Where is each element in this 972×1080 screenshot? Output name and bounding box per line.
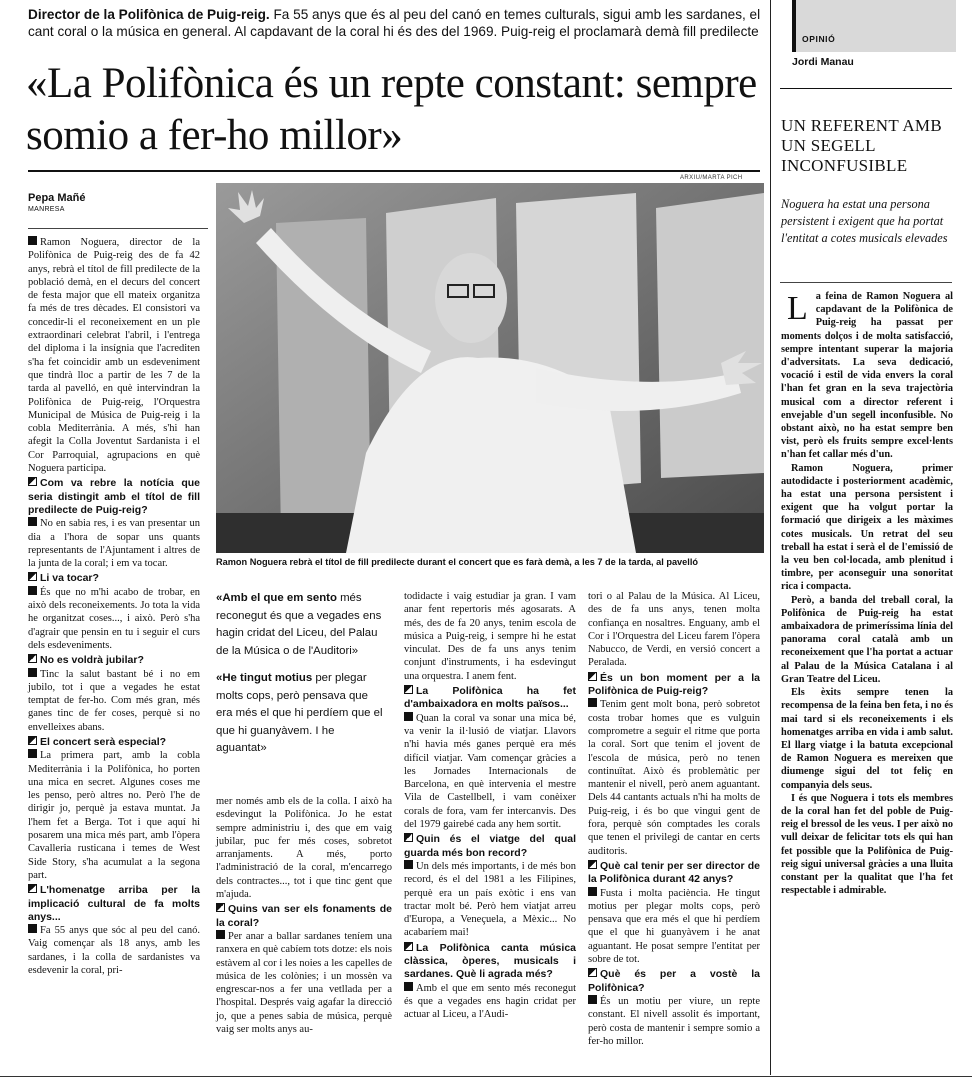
answer-bullet-icon: [28, 924, 37, 933]
opinion-subtitle-rule: [780, 282, 952, 283]
question-bullet-icon: [588, 968, 597, 977]
article-column-1: [28, 236, 200, 977]
answer: Un dels més importants, i de més bon record, és el del 1981 a les Filipines, perquè era un país exòtic i ens van tractar molt bé. Però hem viatjat arreu d'Europa, a Veneçuela, a Mèxic... No acabaríem mai!: [404, 860, 576, 939]
answer-bullet-icon: [404, 982, 413, 991]
intro-paragraph: Ramon Noguera, director de la Polifònica de Puig-reig des de fa 42 anys, rebrà el títol de fill predilecte de la població demà, en el decurs del concert de festa major que ell mateix organitza fa més de tres dècades. El consistori va concedir-li el reconeixement en un ple extraordinari celebrat l'abril, i l'entrega del diploma i la insígnia que l'acrediten s'ha fet coincidir amb un esdeveniment que tindrà lloc a partir de les 7 de la tarda al pavelló, en què intervindran la Polifònica de Puig-reig, l'Orquestra Municipal de Música de Puig-reig i la cobla Mediterrània. A més, s'hi han afegit la Colla Joventut Sardanista i el Cor Parroquial, agrupacions en què Noguera participa.: [28, 237, 200, 475]
lead-text: Fa 55 anys que és al peu del canó en temes culturals, sigui amb les sardanes, el cant coral o la música en general. Al capdavant de la coral hi és des del 1969. Puig-reig el proclamarà demà fill predilecte: [28, 7, 761, 39]
column-divider: [770, 0, 771, 1075]
answer-bullet-icon: [28, 668, 37, 677]
question: La Polifònica canta música clàssica, òperes, musicals i sardanes. Què li agrada més?: [404, 941, 576, 981]
opinion-label-box: [792, 0, 956, 52]
opinion-paragraph: Però, a banda del treball coral, la Polifònica de Puig-reig ha estat ambaixadora de primeríssima línia del panorama coral català amb un reconeixement que l'ha portat a actuar al Palau de la Música Catalana i al Gran Teatre del Liceu.: [781, 594, 953, 685]
opinion-body: [781, 290, 953, 897]
question: Què cal tenir per ser director de la Polifònica durant 42 anys?: [588, 859, 760, 886]
question: És un bon moment per a la Polifònica de Puig-reig?: [588, 671, 760, 698]
lead-strapline: [28, 6, 768, 40]
answer: Per anar a ballar sardanes teníem una ranxera en què cabíem tots dotze: els nois estàvem al cor i les noies a les capelles de música de les colònies; i un mossèn va engrescar-nos a fer una vetllada per a l'hospital. Després vaig agafar la direcció jo, que a penes sabia de música, perquè vaig ser molts anys au-: [216, 930, 392, 1036]
answer: No en sabia res, i es van presentar un dia a l'hora de sopar uns quants representants de l'Ajuntament i altres de la junta de la coral; i em va tocar.: [28, 518, 200, 570]
opinion-label: OPINIÓ: [802, 34, 836, 44]
answer: Amb el que em sento més reconegut és que a vegades ens hagin cridat per actuar al Liceu, a l'Audi-: [404, 982, 576, 1021]
question-bullet-icon: [404, 942, 413, 951]
author-place: MANRESA: [28, 206, 65, 213]
answer-bullet-icon: [588, 995, 597, 1004]
answer-bullet-icon: [28, 749, 37, 758]
question: Li va tocar?: [28, 572, 200, 585]
question: La Polifònica ha fet d'ambaixadora en molts països...: [404, 685, 576, 711]
paragraph: todidacte i vaig estudiar ja gran. I vam anar fent repertoris més agosarats. A més, des de fa 20 anys, tenim escola de música a Puig-reig, i sempre hi he estat vinculat. Des de fa uns anys tenim conjunt d'instruments, i ha esdevingut una orquestra. I anem fent.: [404, 591, 576, 682]
question-bullet-icon: [28, 477, 37, 486]
question: No es voldrà jubilar?: [28, 654, 200, 667]
question: Quins van ser els fonaments de la coral?: [216, 903, 392, 929]
opinion-subtitle: Noguera ha estat una persona persistent i exigent que ha portat l'entitat a cotes musicals elevades: [781, 197, 948, 245]
opinion-paragraph: Ramon Noguera, primer autodidacte i posteriorment acadèmic, ha estat una persona persistent i exigent que ha volgut portar la formació que dirigeix a les màximes cotes musicals. Un retrat del seu treball ha estat i serà el de l'emissió de la veu ben col·locada, amb plenitud i timbre, per aconseguir una sonoritat rica i compacta.: [781, 462, 953, 593]
question: Com va rebre la notícia que seria distingit amb el títol de fill predilecte de Puig-reig?: [28, 477, 200, 516]
answer: Fa 55 anys que sóc al peu del canó. Vaig començar als 18 anys, amb les sardanes, i la colla de sardanistes va esdevenir la coral, pri-: [28, 925, 200, 977]
answer: És un motiu per viure, un repte constant. El nivell assolit és important, però costa de mantenir i sempre somio a fer-ho millor.: [588, 995, 760, 1047]
question-bullet-icon: [216, 903, 225, 912]
question-bullet-icon: [588, 672, 597, 681]
answer-bullet-icon: [28, 517, 37, 526]
lead-bold: Director de la Polifònica de Puig-reig.: [28, 7, 270, 22]
paragraph: mer només amb els de la colla. I això ha esdevingut la Polifònica. Jo he estat sempre administriu i, des que em vaig jubilar, puc fer més coses, sobretot arranjaments. A més, porto l'administració de la coral, m'encarrego dels contractes..., tot i que tinc gent que m'ajuda.: [216, 796, 392, 901]
answer-bullet-icon: [216, 930, 225, 939]
article-column-3: [404, 590, 576, 1022]
author-name: Pepa Mañé: [28, 192, 86, 204]
opinion-author: Jordi Manau: [792, 56, 854, 68]
article-column-2: [216, 795, 392, 1036]
drop-cap: L: [787, 290, 808, 327]
headline: «La Polifònica és un repte constant: sempre somio a fer-ho millor»: [26, 60, 757, 159]
question: Què és per a vostè la Polifònica?: [588, 968, 760, 994]
question-bullet-icon: [588, 860, 597, 869]
pull-quote-2: «He tingut motius per plegar molts cops, però pensava que era més el que hi perdíem que el que hi guanyàvem. I he aguantat»: [216, 672, 383, 754]
opinion-rule: [780, 88, 952, 89]
answer-bullet-icon: [588, 887, 597, 896]
photo-credit: ARXIU/MARTA PICH: [680, 175, 743, 181]
photo-image: [216, 183, 764, 553]
answer-bullet-icon: [588, 698, 597, 707]
question-bullet-icon: [28, 736, 37, 745]
byline-rule: [28, 228, 208, 229]
question-bullet-icon: [28, 884, 37, 893]
photo-caption: Ramon Noguera rebrà el títol de fill predilecte durant el concert que es farà demà, a les 7 de la tarda, al pavelló: [216, 557, 698, 567]
answer: Tenim gent molt bona, però sobretot costa trobar homes que es vulguin comprometre a seguir el ritme que porta la coral. Sort que tenim el jovent de l'escola de música, però no tenen continuïtat. Això és problemàtic per mantenir el nivell, però anem aguantant. Dels 44 cantants actuals n'hi ha molts de Puig-reig, i és bo que vingui gent de fora, perquè són comptades les corals que tenen el privilegi de cantar en certs auditoris.: [588, 699, 760, 857]
opinion-paragraph: I és que Noguera i tots els membres de la coral han fet del poble de Puig-reig el bressol de les veus. I per això no vull deixar de felicitar tots els qui han fet possible que la Polifònica de Puig-reig sigui universal gràcies a una lluita constant per la qualitat que l'ha fet respectable i admirable.: [781, 792, 953, 897]
paragraph: tori o al Palau de la Música. Al Liceu, des de fa uns anys, tenen molta confiança en nosaltres. Enguany, amb el Cor i l'Orquestra del Liceu farem l'òpera Nabucco, de Verdi, en versió concert a Peralada.: [588, 591, 760, 669]
opinion-paragraph: Els èxits sempre tenen la recompensa de la feina ben feta, i no és mai tard si els reconeixements i els homenatges arriba en vida i amb salut. El llarg viatge i la batuta excepcional de Ramon Noguera es mereixen que diumenge sigui del tot feliç en companyia dels seus.: [781, 687, 953, 791]
article-column-4: [588, 590, 760, 1048]
answer-bullet-icon: [404, 712, 413, 721]
question-bullet-icon: [404, 685, 413, 694]
pull-quotes: [216, 590, 386, 758]
answer: És que no m'hi acabo de trobar, en això dels reconeixements. Jo tota la vida he organitzat coses..., i això. Però s'ha d'agrair que pensin en tu i seguir el curs dels esdeveniments.: [28, 586, 200, 651]
question: Quin és el viatge del qual guarda més bon record?: [404, 833, 576, 859]
question: L'homenatge arriba per la implicació cultural de fa molts anys...: [28, 884, 200, 923]
answer-bullet-icon: [28, 586, 37, 595]
question-bullet-icon: [28, 654, 37, 663]
pull-quote-1: «Amb el que em sento més reconegut és que a vegades ens hagin cridat del Liceu, del Palau de la Música o de l'Auditori»: [216, 592, 382, 657]
byline: [28, 192, 208, 213]
photo: [216, 183, 764, 553]
answer-bullet-icon: [404, 860, 413, 869]
square-bullet-icon: [28, 236, 37, 245]
answer: Fusta i molta paciència. He tingut motius per plegar molts cops, però pensava que era més el que hi perdíem que el que hi guanyàvem i he anat aguantant. He posat sempre l'entitat per sobre de tot.: [588, 887, 760, 966]
answer: Tinc la salut bastant bé i no em jubilo, tot i que a vegades he estat temptat de fer-ho. Com més gran, més ganes tinc de fer coses, perquè si no envelleixes abans.: [28, 668, 200, 733]
question: El concert serà especial?: [28, 736, 200, 749]
opinion-title: UN REFERENT AMB UN SEGELL INCONFUSIBLE: [781, 116, 942, 175]
answer: La primera part, amb la cobla Mediterrània i la Polifònica, ho porten una mica en secret. Algunes coses me les penso, però altres no. Però l'he de dirigir jo, perquè ja estava muntat. Ja l'hem fet a Berga. Tot i que aquí hi posarem una mica més part, amb l'òpera Cavalleria rusticana i temes de West Side Story, s'ha acumulat a la segona part.: [28, 750, 200, 881]
answer: Quan la coral va sonar una mica bé, va venir la il·lusió de viatjar. Llavors n'hi havia més ganes perquè era més difícil viatjar. Vam començar gràcies a les Jornades Internacionals de Barcelona, en què intervenia el mestre Vila de Castellbell, i vam conèixer corals de fora, vam fer intercanvis. Des del 1979 gairebé cada any hem sortit.: [404, 712, 576, 831]
headline-rule: [28, 170, 760, 172]
opinion-paragraph: La feina de Ramon Noguera al capdavant de la Polifònica de Puig-reig ha passat per moments dolços i de molta satisfacció, sempre intentant superar la majoria d'adversitats. La seva dedicació, vocació i estil de vida envers la coral l'han fet gran en la seva trajectòria musical com a director referent i envejable d'un segell inconfusible. No obstant això, no ha estat sempre ben vist, però els fruits sempre excel·lents n'han fet callar més d'un.: [781, 290, 953, 461]
question-bullet-icon: [404, 833, 413, 842]
page-bottom-rule: [0, 1076, 972, 1077]
question-bullet-icon: [28, 572, 37, 581]
